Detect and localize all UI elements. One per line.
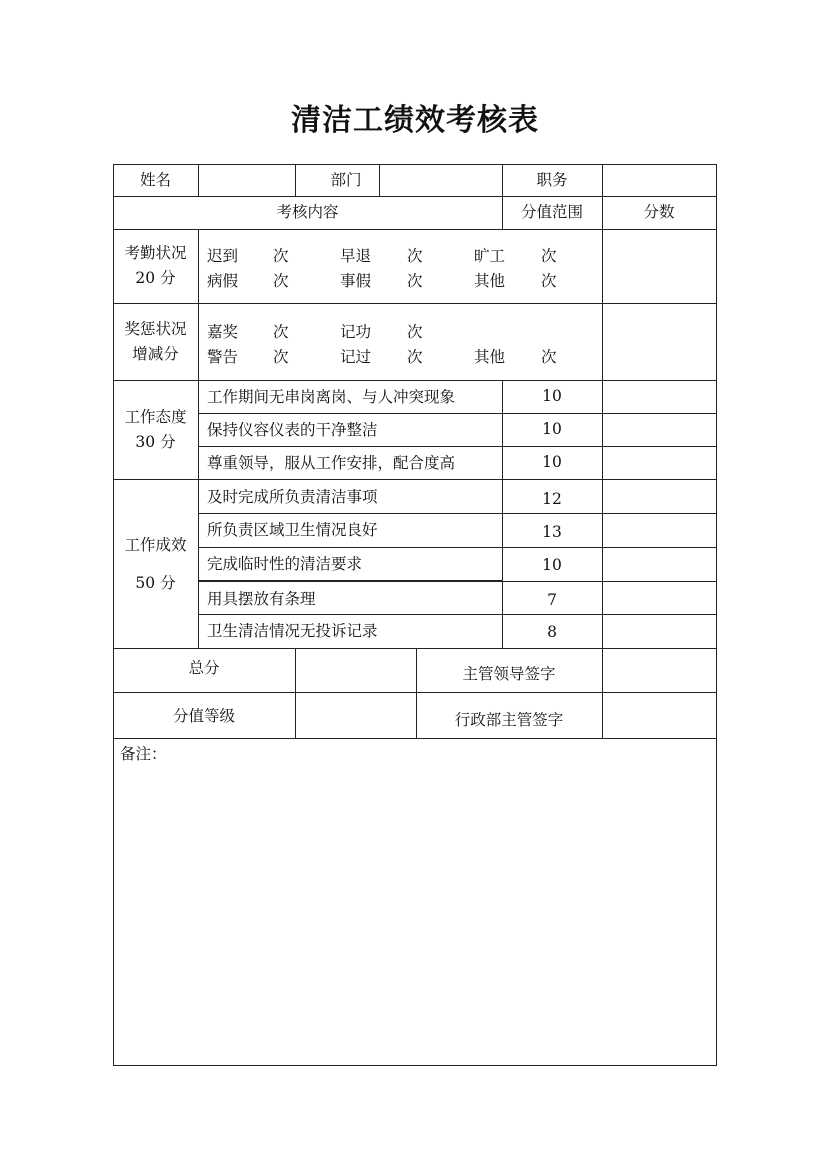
performance-label [113, 479, 198, 648]
performance-item-4: 用具摆放有条理 [207, 590, 316, 608]
rewards-commend-unit: 次 [273, 323, 289, 341]
attendance-sick-unit: 次 [273, 272, 289, 290]
col-label [198, 229, 199, 648]
attendance-sick: 病假 [207, 272, 239, 290]
rewards-demerit-unit: 次 [407, 348, 423, 366]
attitude-item-3: 尊重领导，服从工作安排，配合度高 [207, 454, 456, 472]
attitude-label-line1: 工作态度 [124, 407, 187, 426]
rule-bottom [113, 1065, 717, 1066]
attendance-other-unit: 次 [541, 272, 557, 290]
remarks-area[interactable] [114, 766, 716, 1064]
performance-item-5: 卫生清洁情况无投诉记录 [207, 622, 378, 640]
attendance-score[interactable] [602, 229, 716, 303]
attitude-range-1: 10 [542, 387, 562, 405]
performance-range-3: 10 [542, 556, 562, 574]
rewards-label-line1: 奖惩状况 [124, 319, 187, 338]
attitude-range-2: 10 [542, 420, 562, 438]
attendance-personal-unit: 次 [407, 272, 423, 290]
rewards-other: 其他 [474, 348, 506, 366]
rewards-label [113, 303, 198, 380]
attendance-label-line1: 考勤状况 [124, 244, 187, 262]
rewards-warning: 警告 [207, 348, 239, 366]
performance-item-2: 所负责区域卫生情况良好 [207, 521, 378, 539]
rewards-warning-unit: 次 [273, 348, 289, 366]
position-label: 职务 [536, 170, 568, 189]
admin-sign-value[interactable] [602, 692, 716, 738]
performance-label-line1: 工作成效 [124, 535, 187, 554]
dept-label: 部门 [330, 170, 362, 189]
attitude-label-line2: 30 分 [135, 432, 176, 451]
attitude-range-3: 10 [542, 453, 562, 471]
attendance-late: 迟到 [207, 247, 239, 265]
attendance-early-unit: 次 [407, 247, 423, 265]
performance-item-3: 完成临时性的清洁要求 [207, 555, 363, 573]
attendance-personal: 事假 [340, 272, 372, 290]
rewards-merit: 记功 [340, 323, 372, 341]
total-label: 总分 [188, 658, 220, 677]
position-value[interactable] [602, 164, 716, 196]
performance-range-4: 7 [547, 591, 557, 609]
attendance-absent-unit: 次 [541, 247, 557, 265]
grade-label: 分值等级 [172, 706, 235, 725]
attendance-absent: 旷工 [474, 247, 506, 265]
rule-perf-3 [198, 580, 502, 582]
range-heading: 分值范围 [520, 203, 583, 221]
score-heading: 分数 [643, 203, 675, 221]
attitude-score[interactable] [602, 380, 716, 479]
attitude-item-1: 工作期间无串岗离岗、与人冲突现象 [207, 388, 456, 406]
rewards-merit-unit: 次 [407, 323, 423, 341]
performance-range-5: 8 [547, 623, 557, 641]
supervisor-sign-label: 主管领导签字 [462, 664, 556, 683]
grade-value[interactable] [295, 692, 416, 738]
performance-score[interactable] [602, 479, 716, 648]
attitude-label [113, 380, 198, 479]
performance-item-1: 及时完成所负责清洁事项 [207, 488, 378, 506]
name-label: 姓名 [139, 170, 171, 189]
admin-sign-label: 行政部主管签字 [454, 710, 564, 729]
rewards-label-line2: 增减分 [132, 344, 179, 363]
remarks-label: 备注： [120, 745, 167, 763]
rewards-demerit: 记过 [340, 348, 372, 366]
attendance-other: 其他 [474, 272, 506, 290]
attendance-early: 早退 [340, 247, 372, 265]
total-value[interactable] [295, 648, 416, 692]
supervisor-sign-value[interactable] [602, 648, 716, 692]
performance-range-2: 13 [542, 523, 562, 541]
attendance-label [113, 229, 198, 303]
name-value[interactable] [198, 164, 295, 196]
border-right [716, 164, 717, 1066]
performance-range-1: 12 [542, 490, 562, 508]
attendance-label-line2: 20 分 [135, 269, 176, 287]
page-title: 清洁工绩效考核表 [291, 103, 539, 138]
performance-label-line2: 50 分 [135, 573, 176, 592]
rewards-commend: 嘉奖 [207, 323, 239, 341]
dept-value[interactable] [379, 164, 502, 196]
rewards-score[interactable] [602, 303, 716, 380]
content-heading: 考核内容 [276, 203, 339, 221]
rewards-other-unit: 次 [541, 348, 557, 366]
attitude-item-2: 保持仪容仪表的干净整洁 [207, 421, 378, 439]
attendance-late-unit: 次 [273, 247, 289, 265]
